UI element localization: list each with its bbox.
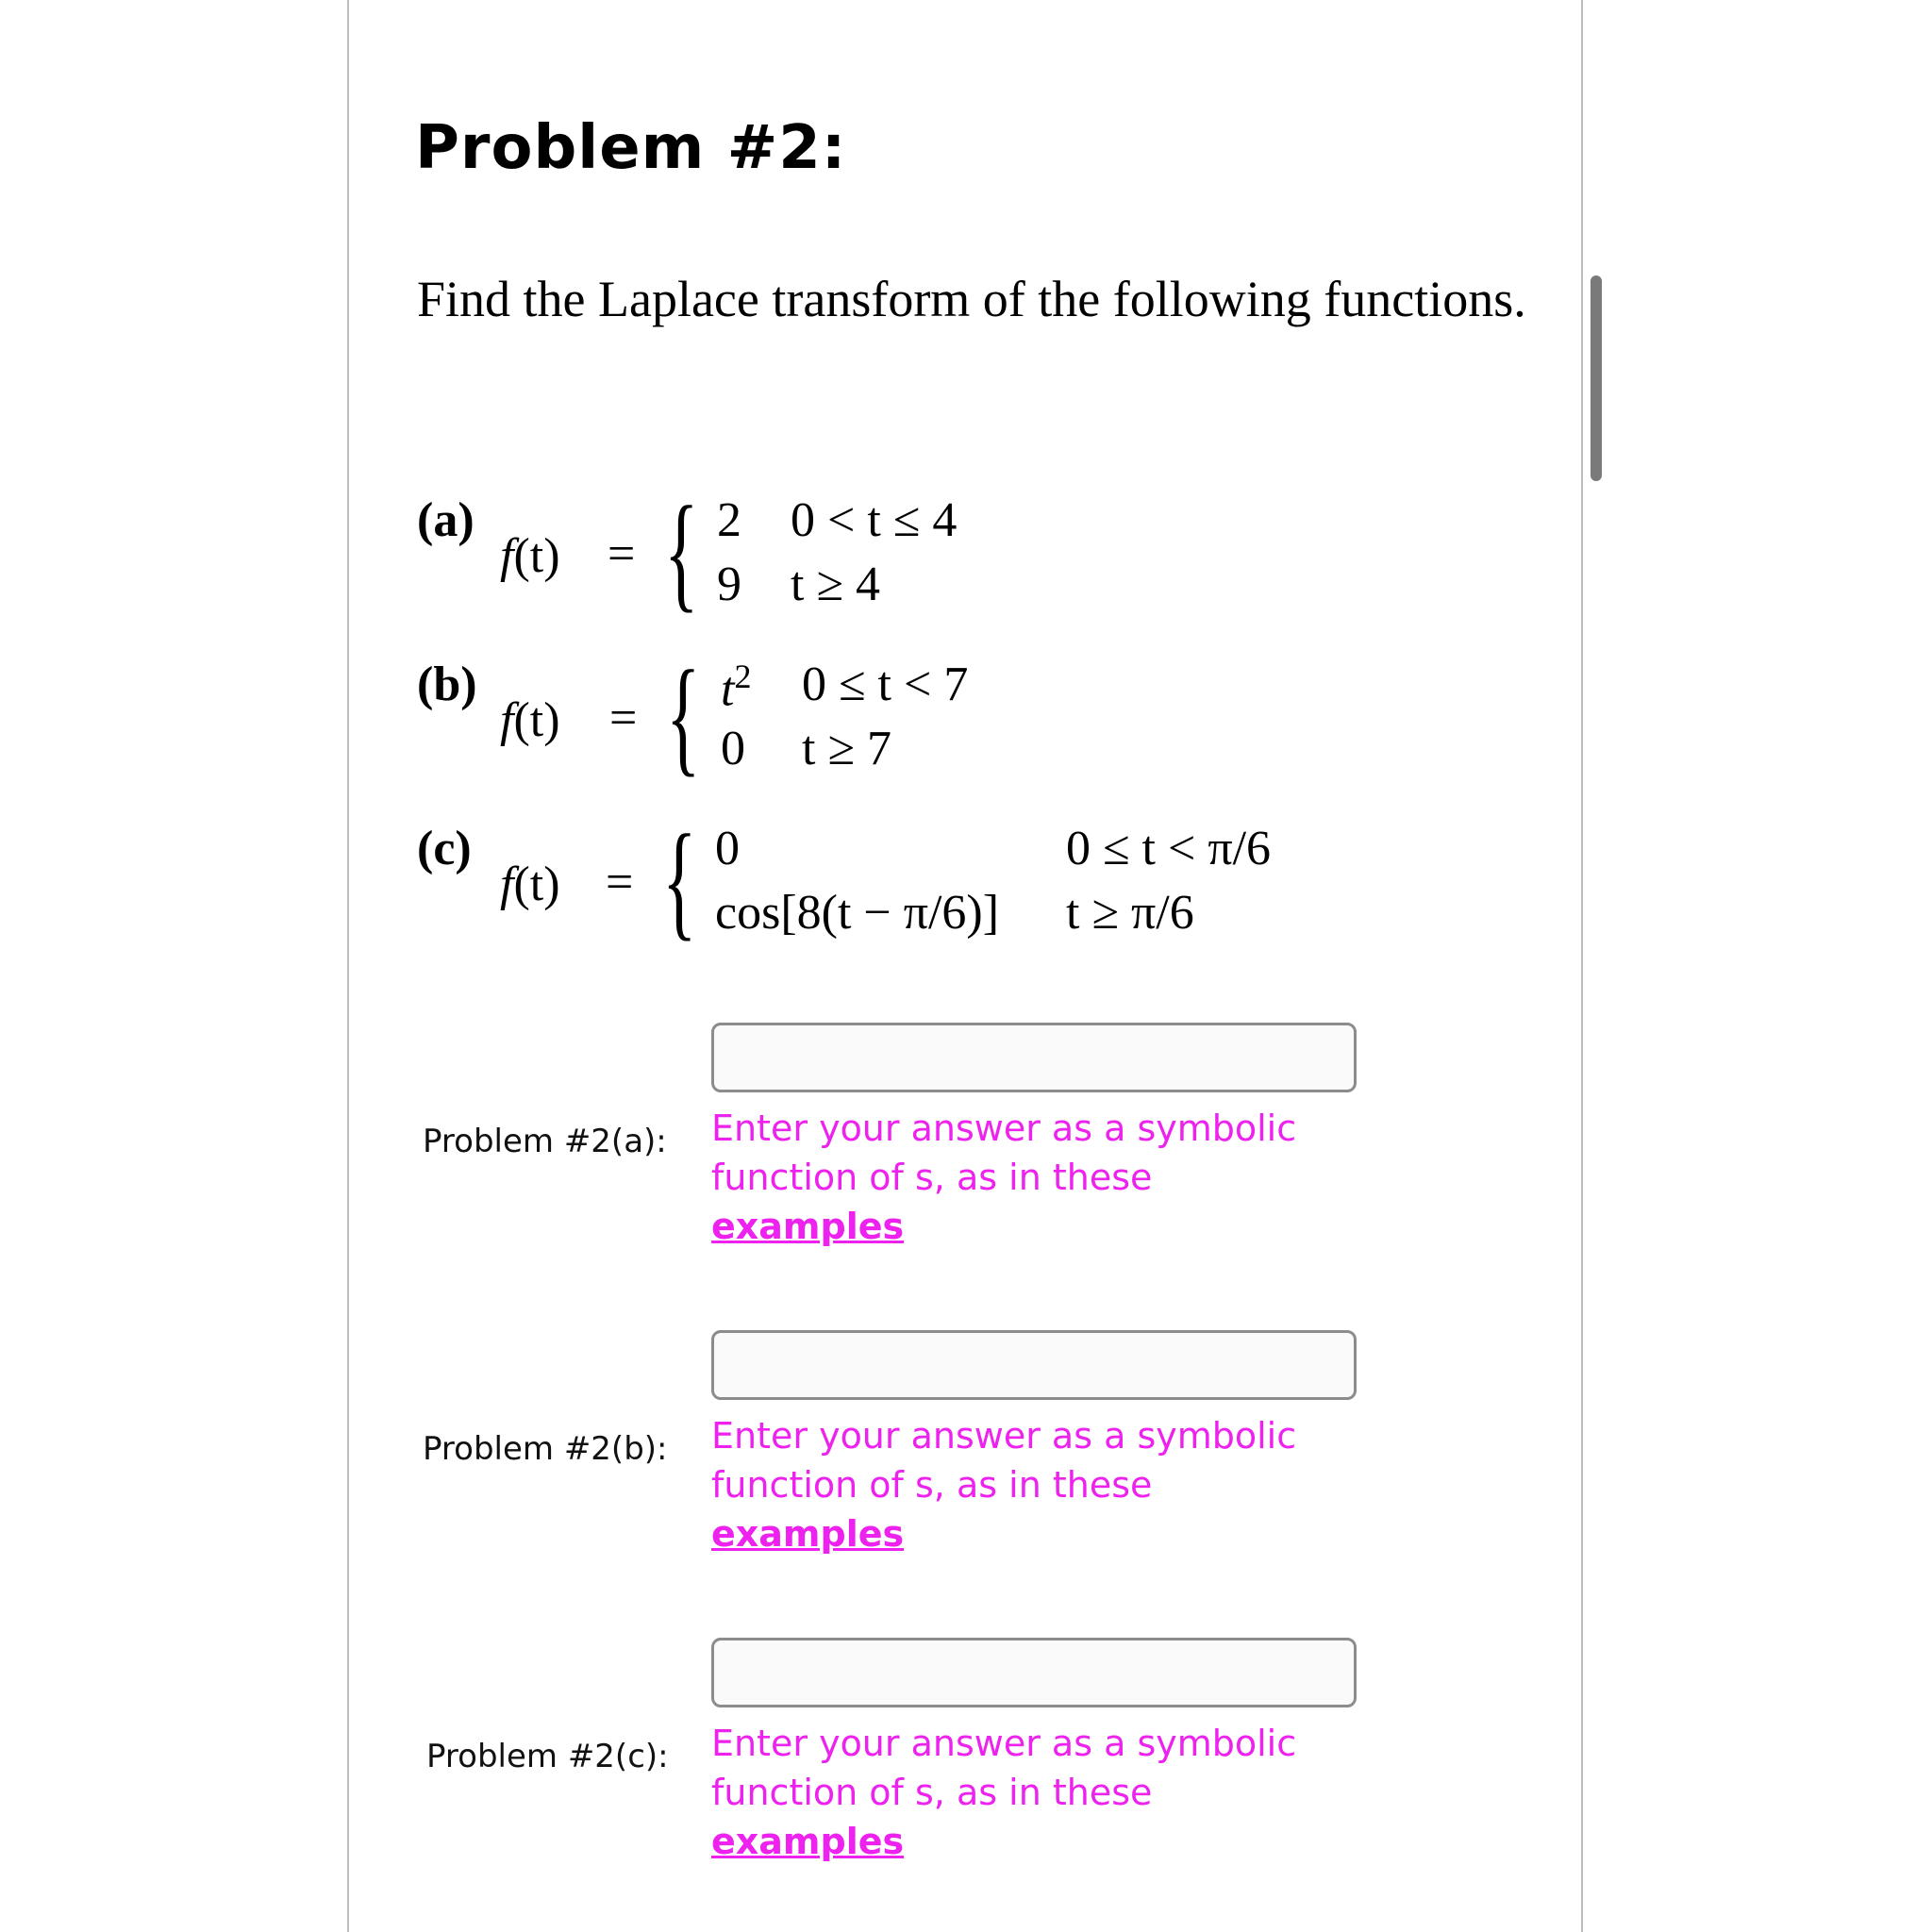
case-condition: t ≥ π/6 bbox=[1066, 886, 1194, 940]
equals-sign: = bbox=[609, 691, 638, 745]
answer-input-2b[interactable] bbox=[711, 1330, 1357, 1400]
hint-text: Enter your answer as a symbolic function of s, as in these bbox=[711, 1108, 1297, 1198]
case-condition: 0 < t ≤ 4 bbox=[791, 493, 958, 547]
page-title: Problem #2: bbox=[415, 113, 847, 183]
case-condition: t ≥ 7 bbox=[802, 722, 891, 775]
answer-input-2a[interactable] bbox=[711, 1023, 1357, 1092]
examples-link[interactable]: examples bbox=[711, 1206, 905, 1247]
left-brace: { bbox=[666, 643, 701, 788]
answer-hint-2a bbox=[711, 1104, 1372, 1251]
case-value: 9 bbox=[717, 558, 741, 611]
equals-sign: = bbox=[608, 527, 636, 581]
left-brace: { bbox=[664, 479, 699, 624]
answer-label-2b: Problem #2(b): bbox=[423, 1430, 668, 1468]
vertical-scrollbar[interactable] bbox=[1591, 275, 1602, 481]
part-c bbox=[417, 808, 1360, 953]
answer-label-2a: Problem #2(a): bbox=[423, 1123, 667, 1160]
part-label: (a) bbox=[417, 493, 475, 547]
function-lhs: f(t) bbox=[500, 858, 560, 911]
examples-link[interactable]: examples bbox=[711, 1821, 905, 1862]
hint-text: Enter your answer as a symbolic function of s, as in these bbox=[711, 1723, 1297, 1813]
case-value: cos[8(t − π/6)] bbox=[715, 886, 1000, 940]
part-b bbox=[417, 643, 1077, 789]
case-condition: 0 ≤ t < π/6 bbox=[1066, 822, 1272, 875]
part-label: (b) bbox=[417, 658, 477, 711]
left-brace: { bbox=[662, 808, 697, 952]
equals-sign: = bbox=[606, 856, 634, 909]
answer-hint-2b bbox=[711, 1411, 1372, 1558]
case-value: 2 bbox=[717, 493, 741, 547]
answer-input-2c[interactable] bbox=[711, 1638, 1357, 1707]
function-lhs: f(t) bbox=[500, 529, 560, 583]
case-value: $t^2$ bbox=[721, 658, 752, 717]
case-condition: 0 ≤ t < 7 bbox=[802, 658, 969, 711]
case-value: 0 bbox=[715, 822, 740, 875]
answer-label-2c: Problem #2(c): bbox=[426, 1738, 669, 1775]
function-lhs: f(t) bbox=[500, 693, 560, 747]
case-condition: t ≥ 4 bbox=[791, 558, 880, 611]
part-label: (c) bbox=[417, 822, 472, 875]
hint-text: Enter your answer as a symbolic function of s, as in these bbox=[711, 1415, 1297, 1506]
part-a bbox=[417, 479, 1077, 625]
answer-hint-2c bbox=[711, 1719, 1372, 1866]
problem-instruction: Find the Laplace transform of the following functions. bbox=[417, 271, 1526, 327]
examples-link[interactable]: examples bbox=[711, 1513, 905, 1555]
case-value: 0 bbox=[721, 722, 745, 775]
